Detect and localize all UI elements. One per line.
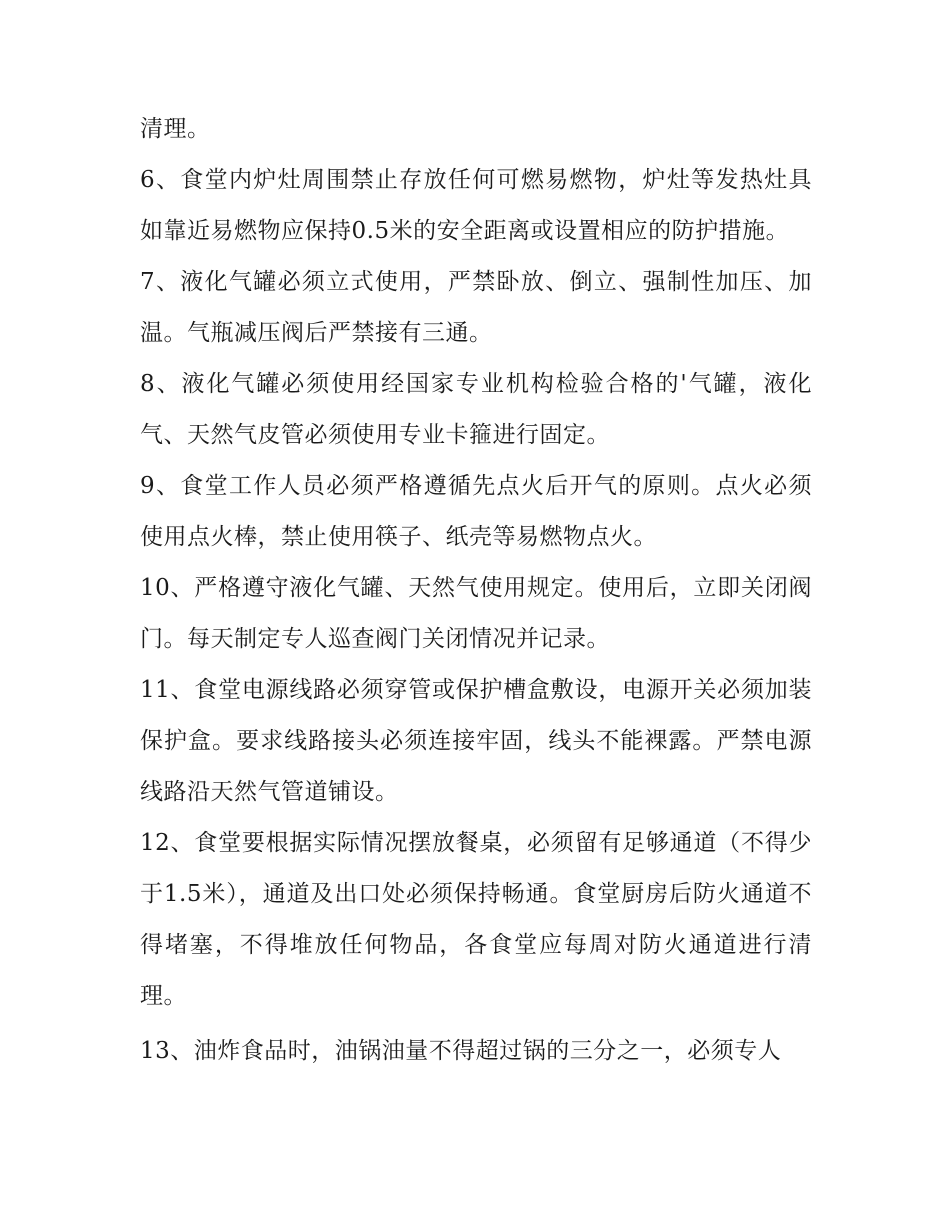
paragraph-item-8: 8、液化气罐必须使用经国家专业机构检验合格的'气罐，液化气、天然气皮管必须使用专业卡箍进行固定。 [140,371,812,448]
paragraph-item-13: 13、油炸食品时，油锅油量不得超过锅的三分之一，必须专人 [140,1038,782,1064]
paragraph-continuation: 清理。 [140,116,211,142]
paragraph-item-11: 11、食堂电源线路必须穿管或保护槽盒敷设，电源开关必须加装保护盒。要求线路接头必须连接牢固，线头不能裸露。严禁电源线路沿天然气管道铺设。 [140,677,812,805]
paragraph-item-9: 9、食堂工作人员必须严格遵循先点火后开气的原则。点火必须使用点火棒，禁止使用筷子、纸壳等易燃物点火。 [140,473,812,550]
paragraph-item-12: 12、食堂要根据实际情况摆放餐桌，必须留有足够通道（不得少于1.5米），通道及出口处必须保持畅通。食堂厨房后防火通道不得堵塞，不得堆放任何物品，各食堂应每周对防火通道进行清理。 [140,830,812,1009]
paragraph-item-6: 6、食堂内炉灶周围禁止存放任何可燃易燃物，炉灶等发热灶具如靠近易燃物应保持0.5米的安全距离或设置相应的防护措施。 [140,167,812,244]
paragraph-item-7: 7、液化气罐必须立式使用，严禁卧放、倒立、强制性加压、加温。气瓶减压阀后严禁接有三通。 [140,269,812,346]
paragraph-item-10: 10、严格遵守液化气罐、天然气使用规定。使用后，立即关闭阀门。每天制定专人巡查阀门关闭情况并记录。 [140,575,812,652]
document-body [140,104,812,1077]
